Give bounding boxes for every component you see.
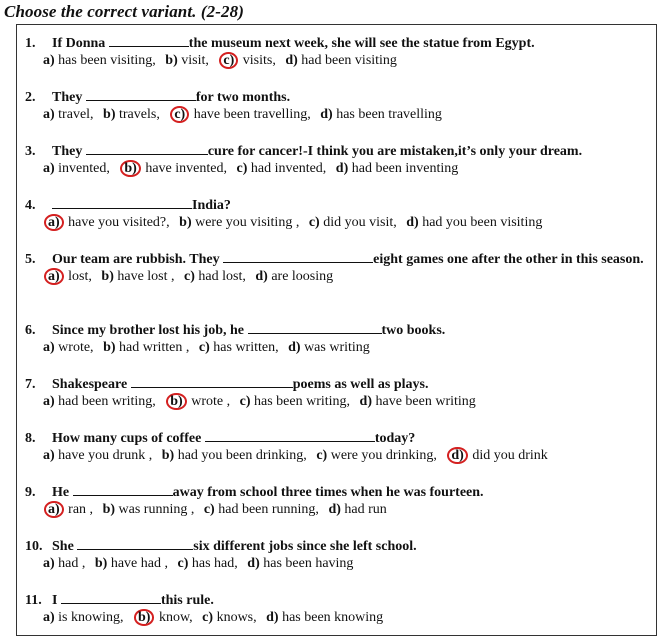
option-letter: d) bbox=[266, 610, 279, 625]
question-number: 6. bbox=[25, 323, 36, 338]
option-text: had written , bbox=[115, 340, 190, 355]
question-text-after: the museum next week, she will see the statue from Egypt. bbox=[188, 36, 535, 51]
option-letter: a) bbox=[43, 340, 55, 355]
answer-option[interactable] bbox=[255, 269, 333, 284]
option-text: did you visit, bbox=[319, 215, 397, 230]
selected-option-letter: b) bbox=[120, 160, 140, 177]
question-number: 3. bbox=[25, 144, 36, 159]
answer-option[interactable] bbox=[360, 394, 476, 409]
option-letter: b) bbox=[94, 556, 108, 571]
option-letter: d) bbox=[247, 556, 260, 571]
option-letter: a) bbox=[43, 107, 55, 122]
option-letter: c) bbox=[198, 340, 210, 355]
option-text: had you been visiting bbox=[418, 215, 543, 230]
option-letter: a) bbox=[43, 556, 55, 571]
selected-option-letter: c) bbox=[219, 52, 238, 69]
question-stem bbox=[25, 374, 655, 393]
answer-option[interactable] bbox=[184, 269, 246, 284]
option-letter: d) bbox=[285, 53, 298, 68]
answer-blank bbox=[205, 428, 375, 442]
option-list bbox=[25, 160, 655, 177]
option-letter: a) bbox=[43, 448, 55, 463]
option-list bbox=[25, 447, 655, 464]
answer-blank bbox=[131, 374, 293, 388]
question-number: 11. bbox=[25, 593, 42, 608]
option-text: has been knowing bbox=[278, 610, 384, 625]
option-letter: a) bbox=[43, 161, 55, 176]
option-letter: d) bbox=[288, 340, 301, 355]
question-text-before: He bbox=[52, 485, 73, 500]
option-text: did you drink bbox=[468, 448, 548, 463]
option-text: have invented, bbox=[141, 161, 227, 176]
option-text: ran , bbox=[64, 502, 94, 517]
question-item bbox=[25, 320, 655, 356]
question-text-before: How many cups of coffee bbox=[52, 431, 205, 446]
option-text: has written, bbox=[209, 340, 279, 355]
option-text: visits, bbox=[239, 53, 276, 68]
answer-blank bbox=[86, 141, 208, 155]
option-text: wrote, bbox=[54, 340, 94, 355]
option-text: travels, bbox=[115, 107, 160, 122]
option-text: was running , bbox=[115, 502, 195, 517]
option-letter: c) bbox=[203, 502, 215, 517]
question-number: 7. bbox=[25, 377, 36, 392]
option-text: have you drunk , bbox=[54, 448, 153, 463]
option-text: has been travelling bbox=[332, 107, 442, 122]
answer-option[interactable] bbox=[43, 556, 85, 571]
option-letter: c) bbox=[239, 394, 251, 409]
option-letter: b) bbox=[102, 502, 116, 517]
option-letter: d) bbox=[255, 269, 268, 284]
option-letter: b) bbox=[103, 107, 116, 122]
option-letter: d) bbox=[320, 107, 333, 122]
answer-option[interactable] bbox=[133, 610, 193, 625]
answer-option[interactable] bbox=[328, 502, 386, 517]
question-item bbox=[25, 195, 655, 231]
answer-option[interactable] bbox=[119, 161, 227, 176]
question-item bbox=[25, 590, 655, 626]
answer-blank bbox=[77, 536, 193, 550]
option-list bbox=[25, 555, 655, 572]
selected-option-letter: d) bbox=[447, 447, 467, 464]
question-text-after: cure for cancer!-I think you are mistaken,it’s only your dream. bbox=[207, 144, 583, 159]
option-letter: b) bbox=[165, 53, 178, 68]
option-text: has been writing, bbox=[250, 394, 351, 409]
selected-option-letter: a) bbox=[44, 501, 64, 518]
option-list bbox=[25, 501, 655, 518]
option-text: had you been drinking, bbox=[174, 448, 307, 463]
question-item bbox=[25, 482, 655, 518]
answer-blank bbox=[61, 590, 161, 604]
answer-option[interactable] bbox=[236, 161, 326, 176]
answer-option[interactable] bbox=[103, 502, 195, 517]
answer-option[interactable] bbox=[266, 610, 383, 625]
option-letter: d) bbox=[406, 215, 419, 230]
option-text: is knowing, bbox=[54, 610, 124, 625]
question-item bbox=[25, 428, 655, 464]
question-number: 2. bbox=[25, 90, 36, 105]
answer-option[interactable] bbox=[43, 502, 93, 517]
answer-option[interactable] bbox=[43, 53, 156, 68]
option-text: visit, bbox=[177, 53, 209, 68]
option-text: had been visiting bbox=[297, 53, 397, 68]
option-list bbox=[25, 106, 655, 123]
question-text-after: six different jobs since she left school. bbox=[193, 539, 417, 554]
option-letter: a) bbox=[43, 610, 55, 625]
question-text-after: eight games one after the other in this season. bbox=[373, 252, 644, 267]
question-text-after: India? bbox=[192, 198, 231, 213]
question-stem bbox=[25, 249, 655, 268]
answer-blank bbox=[223, 249, 373, 263]
option-text: wrote , bbox=[187, 394, 231, 409]
option-text: have lost , bbox=[113, 269, 175, 284]
option-letter: b) bbox=[161, 448, 175, 463]
question-text-after: away from school three times when he was fourteen. bbox=[172, 485, 484, 500]
answer-option[interactable] bbox=[101, 269, 174, 284]
option-list bbox=[25, 609, 655, 626]
answer-option[interactable] bbox=[247, 556, 353, 571]
option-letter: b) bbox=[101, 269, 114, 284]
selected-option-letter: a) bbox=[44, 268, 64, 285]
answer-blank bbox=[52, 195, 192, 209]
answer-blank bbox=[109, 33, 189, 47]
question-text-after: this rule. bbox=[160, 593, 214, 608]
question-number: 4. bbox=[25, 198, 36, 213]
answer-option[interactable] bbox=[43, 394, 156, 409]
selected-option-letter: c) bbox=[170, 106, 189, 123]
answer-blank bbox=[248, 320, 382, 334]
option-text: have been travelling, bbox=[190, 107, 311, 122]
question-text-after: today? bbox=[374, 431, 416, 446]
answer-option[interactable] bbox=[165, 394, 230, 409]
question-number: 10. bbox=[25, 539, 43, 554]
answer-option[interactable] bbox=[103, 340, 189, 355]
answer-option[interactable] bbox=[43, 269, 92, 284]
option-letter: b) bbox=[103, 340, 116, 355]
option-list bbox=[25, 52, 655, 69]
question-item bbox=[25, 87, 655, 123]
question-item bbox=[25, 33, 655, 69]
question-text-before: They bbox=[52, 90, 86, 105]
option-text: know, bbox=[155, 610, 193, 625]
option-text: has been visiting, bbox=[54, 53, 156, 68]
answer-option[interactable] bbox=[218, 53, 275, 68]
answer-blank bbox=[73, 482, 173, 496]
answer-option[interactable] bbox=[169, 107, 310, 122]
option-text: had been running, bbox=[214, 502, 319, 517]
option-letter: c) bbox=[177, 556, 189, 571]
question-stem bbox=[25, 320, 655, 339]
answer-option[interactable] bbox=[162, 448, 307, 463]
question-stem bbox=[25, 482, 655, 501]
option-list bbox=[25, 339, 655, 356]
answer-option[interactable] bbox=[320, 107, 442, 122]
question-stem bbox=[25, 87, 655, 106]
question-item bbox=[25, 374, 655, 410]
answer-option[interactable] bbox=[43, 161, 110, 176]
option-text: has had, bbox=[188, 556, 238, 571]
option-text: was writing bbox=[300, 340, 370, 355]
option-letter: d) bbox=[359, 394, 372, 409]
question-text-before: I bbox=[52, 593, 61, 608]
option-list bbox=[25, 214, 655, 231]
selected-option-letter: a) bbox=[44, 214, 64, 231]
question-item bbox=[25, 536, 655, 572]
answer-option[interactable] bbox=[43, 340, 94, 355]
answer-blank bbox=[86, 87, 196, 101]
option-text: were you visiting , bbox=[191, 215, 300, 230]
option-letter: c) bbox=[236, 161, 248, 176]
question-text-after: for two months. bbox=[195, 90, 291, 105]
question-text-before: Shakespeare bbox=[52, 377, 131, 392]
answer-option[interactable] bbox=[309, 215, 397, 230]
question-item bbox=[25, 249, 655, 285]
option-text: knows, bbox=[213, 610, 257, 625]
answer-option[interactable] bbox=[336, 161, 458, 176]
option-text: had invented, bbox=[247, 161, 327, 176]
answer-option[interactable] bbox=[202, 610, 256, 625]
answer-option[interactable] bbox=[285, 53, 397, 68]
option-text: had lost, bbox=[194, 269, 246, 284]
question-text-after: poems as well as plays. bbox=[292, 377, 429, 392]
question-text-before: Our team are rubbish. They bbox=[52, 252, 224, 267]
selected-option-letter: b) bbox=[166, 393, 186, 410]
answer-option[interactable] bbox=[43, 215, 170, 230]
answer-option[interactable] bbox=[43, 107, 94, 122]
question-stem bbox=[25, 33, 655, 52]
answer-option[interactable] bbox=[43, 448, 152, 463]
answer-option[interactable] bbox=[406, 215, 542, 230]
answer-option[interactable] bbox=[43, 610, 124, 625]
answer-option[interactable] bbox=[288, 340, 370, 355]
question-item bbox=[25, 141, 655, 177]
option-text: invented, bbox=[54, 161, 110, 176]
answer-option[interactable] bbox=[446, 448, 547, 463]
question-number: 5. bbox=[25, 252, 36, 267]
option-text: had run bbox=[340, 502, 387, 517]
answer-option[interactable] bbox=[103, 107, 160, 122]
option-text: had , bbox=[54, 556, 86, 571]
option-letter: a) bbox=[43, 53, 55, 68]
answer-option[interactable] bbox=[165, 53, 209, 68]
option-letter: c) bbox=[184, 269, 195, 284]
selected-option-letter: b) bbox=[134, 609, 154, 626]
question-number: 8. bbox=[25, 431, 36, 446]
answer-option[interactable] bbox=[178, 556, 238, 571]
answer-option[interactable] bbox=[179, 215, 299, 230]
option-text: lost, bbox=[64, 269, 92, 284]
option-text: had been writing, bbox=[54, 394, 156, 409]
question-number: 9. bbox=[25, 485, 36, 500]
option-text: had been inventing bbox=[348, 161, 459, 176]
option-letter: c) bbox=[202, 610, 214, 625]
option-text: travel, bbox=[54, 107, 94, 122]
option-text: have you visited?, bbox=[64, 215, 170, 230]
question-stem bbox=[25, 428, 655, 447]
option-list bbox=[25, 268, 655, 285]
answer-option[interactable] bbox=[95, 556, 168, 571]
option-letter: a) bbox=[43, 394, 55, 409]
question-stem bbox=[25, 536, 655, 555]
question-stem bbox=[25, 590, 655, 609]
option-text: were you drinking, bbox=[327, 448, 437, 463]
option-text: have had , bbox=[107, 556, 168, 571]
question-text-after: two books. bbox=[381, 323, 446, 338]
option-list bbox=[25, 393, 655, 410]
option-text: have been writing bbox=[371, 394, 476, 409]
answer-option[interactable] bbox=[240, 394, 350, 409]
answer-option[interactable] bbox=[316, 448, 437, 463]
answer-option[interactable] bbox=[199, 340, 279, 355]
option-letter: d) bbox=[335, 161, 349, 176]
question-text-before: If Donna bbox=[52, 36, 109, 51]
question-stem bbox=[25, 195, 655, 214]
question-text-before: Since my brother lost his job, he bbox=[52, 323, 248, 338]
option-letter: b) bbox=[179, 215, 192, 230]
option-text: are loosing bbox=[267, 269, 334, 284]
option-letter: c) bbox=[316, 448, 328, 463]
option-letter: c) bbox=[308, 215, 320, 230]
answer-option[interactable] bbox=[204, 502, 319, 517]
question-number: 1. bbox=[25, 36, 36, 51]
worksheet-title: Choose the correct variant. (2-28) bbox=[4, 2, 244, 21]
question-stem bbox=[25, 141, 655, 160]
option-letter: d) bbox=[328, 502, 341, 517]
question-text-before: They bbox=[52, 144, 86, 159]
option-text: has been having bbox=[259, 556, 354, 571]
question-text-before: She bbox=[52, 539, 78, 554]
